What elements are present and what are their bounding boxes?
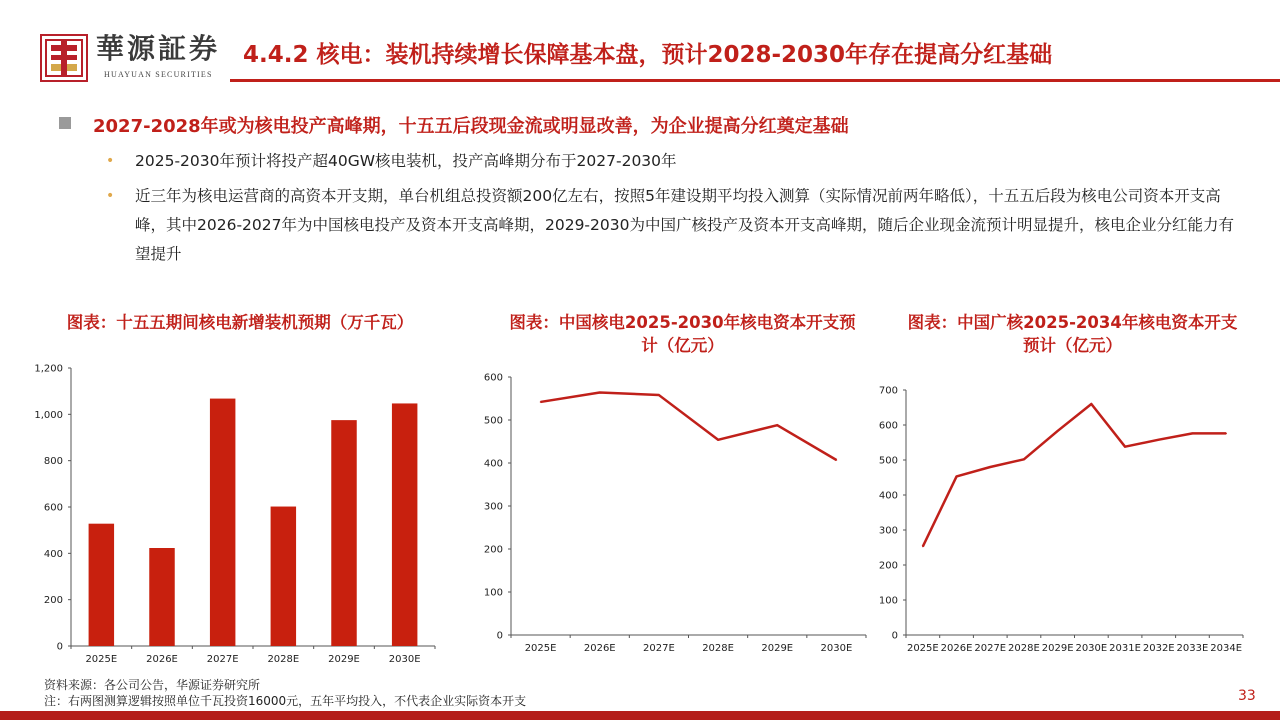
x-tick-label: 2028E bbox=[702, 643, 734, 654]
brand-name-en: HUAYUAN SECURITIES bbox=[104, 70, 213, 79]
chart-title: 图表：中国广核2025-2034年核电资本开支预计（亿元） bbox=[907, 313, 1238, 355]
y-tick-label: 200 bbox=[43, 595, 63, 607]
x-tick-label: 2031E bbox=[1109, 643, 1141, 654]
y-tick-label: 200 bbox=[878, 560, 898, 572]
line-chart-cgn-capex bbox=[865, 380, 1255, 670]
data-point bbox=[836, 459, 838, 461]
x-tick-label: 2028E bbox=[267, 654, 300, 665]
data-point bbox=[1091, 403, 1093, 405]
data-point bbox=[989, 466, 991, 468]
line-chart-cnnp-capex bbox=[470, 370, 870, 670]
y-tick-label: 300 bbox=[483, 501, 503, 513]
x-tick-label: 2030E bbox=[820, 643, 853, 654]
data-point bbox=[1057, 430, 1059, 432]
chart-title: 图表：十五五期间核电新增装机预期（万千瓦） bbox=[66, 313, 414, 332]
x-tick-label: 2028E bbox=[1008, 643, 1040, 654]
y-tick-label: 0 bbox=[496, 630, 503, 642]
y-tick-label: 200 bbox=[483, 544, 503, 556]
x-tick-label: 2033E bbox=[1176, 643, 1209, 654]
dot-bullet-icon: • bbox=[106, 153, 115, 169]
y-tick-label: 0 bbox=[891, 630, 898, 642]
series-line bbox=[541, 392, 837, 460]
x-tick-label: 2026E bbox=[146, 654, 178, 665]
square-bullet-icon bbox=[59, 117, 71, 129]
source-note bbox=[44, 677, 526, 709]
sub-bullet-text: 2025-2030年预计将投产超40GW核电装机，投产高峰期分布于2027-2030年 bbox=[135, 152, 677, 170]
data-point bbox=[776, 424, 778, 426]
bar-chart-new-capacity bbox=[30, 360, 450, 670]
brand-name: 華源証券 bbox=[96, 32, 221, 65]
bar bbox=[89, 524, 114, 646]
x-tick-label: 2025E bbox=[85, 654, 118, 665]
y-tick-label: 1,000 bbox=[34, 409, 63, 421]
data-point bbox=[658, 394, 660, 396]
data-point bbox=[717, 439, 719, 441]
x-tick-label: 2029E bbox=[761, 643, 794, 654]
huayuan-logo-icon bbox=[40, 34, 88, 82]
page-number: 33 bbox=[1238, 688, 1256, 704]
y-tick-label: 500 bbox=[878, 455, 898, 467]
bar bbox=[331, 420, 356, 646]
data-point bbox=[599, 392, 601, 394]
x-tick-label: 2026E bbox=[583, 643, 616, 654]
y-tick-label: 0 bbox=[56, 641, 63, 653]
bar bbox=[149, 548, 174, 646]
main-bullet-text: 2027-2028年或为核电投产高峰期，十五五后段现金流或明显改善，为企业提高分红奠定基础 bbox=[93, 116, 849, 137]
data-point bbox=[1124, 446, 1126, 448]
x-tick-label: 2034E bbox=[1210, 643, 1243, 654]
x-tick-label: 2032E bbox=[1142, 643, 1175, 654]
x-tick-label: 2029E bbox=[1041, 643, 1074, 654]
slide-header bbox=[0, 0, 1280, 92]
header-divider bbox=[230, 79, 1280, 82]
y-tick-label: 100 bbox=[878, 595, 898, 607]
series-line bbox=[923, 404, 1226, 546]
bottom-bar bbox=[0, 711, 1280, 720]
y-tick-label: 300 bbox=[878, 525, 898, 537]
x-tick-label: 2027E bbox=[974, 643, 1007, 654]
dot-bullet-icon: • bbox=[106, 188, 115, 204]
data-point bbox=[956, 476, 958, 478]
y-tick-label: 400 bbox=[483, 458, 503, 470]
x-tick-label: 2030E bbox=[388, 654, 421, 665]
sub-bullet-text: 近三年为核电运营商的高资本开支期，单台机组总投资额200亿左右，按照5年建设期平均投入测算（实际情况前两年略低），十五五后段为核电公司资本开支高峰，其中2026-2027年为中国核电投产及资本开支高峰期，2029-2030为中国广核投产及资本开支高峰期，随后企业现金流预计明显提升，核电企业分红能力有望提升 bbox=[135, 187, 1234, 263]
y-tick-label: 800 bbox=[43, 456, 63, 468]
y-tick-label: 600 bbox=[878, 420, 898, 432]
note-line: 注：右两图测算逻辑按照单位千瓦投资16000元，五年平均投入，不代表企业实际资本开支 bbox=[44, 694, 527, 708]
x-tick-label: 2026E bbox=[940, 643, 973, 654]
data-point bbox=[1192, 433, 1194, 435]
bar bbox=[210, 399, 235, 646]
data-point bbox=[540, 401, 542, 403]
data-point bbox=[1023, 459, 1025, 461]
y-tick-label: 100 bbox=[483, 587, 503, 599]
source-line: 资料来源：各公司公告，华源证券研究所 bbox=[44, 678, 261, 692]
y-tick-label: 700 bbox=[878, 385, 898, 397]
y-tick-label: 600 bbox=[483, 372, 503, 384]
x-tick-label: 2025E bbox=[906, 643, 939, 654]
data-point bbox=[922, 546, 924, 548]
page-title: 4.4.2 核电：装机持续增长保障基本盘，预计2028-2030年存在提高分红基础 bbox=[243, 42, 1053, 68]
data-point bbox=[1225, 433, 1227, 435]
y-tick-label: 400 bbox=[43, 548, 63, 560]
x-tick-label: 2027E bbox=[643, 643, 675, 654]
chart-title: 图表：中国核电2025-2030年核电资本开支预计（亿元） bbox=[509, 313, 856, 355]
y-tick-label: 500 bbox=[483, 415, 503, 427]
bar bbox=[392, 403, 417, 646]
x-tick-label: 2027E bbox=[206, 654, 239, 665]
x-tick-label: 2030E bbox=[1075, 643, 1108, 654]
data-point bbox=[1158, 439, 1160, 441]
y-tick-label: 600 bbox=[43, 502, 63, 514]
x-tick-label: 2025E bbox=[524, 643, 557, 654]
x-tick-label: 2029E bbox=[328, 654, 360, 665]
y-tick-label: 1,200 bbox=[34, 363, 63, 375]
bar bbox=[271, 507, 296, 646]
y-tick-label: 400 bbox=[878, 490, 898, 502]
